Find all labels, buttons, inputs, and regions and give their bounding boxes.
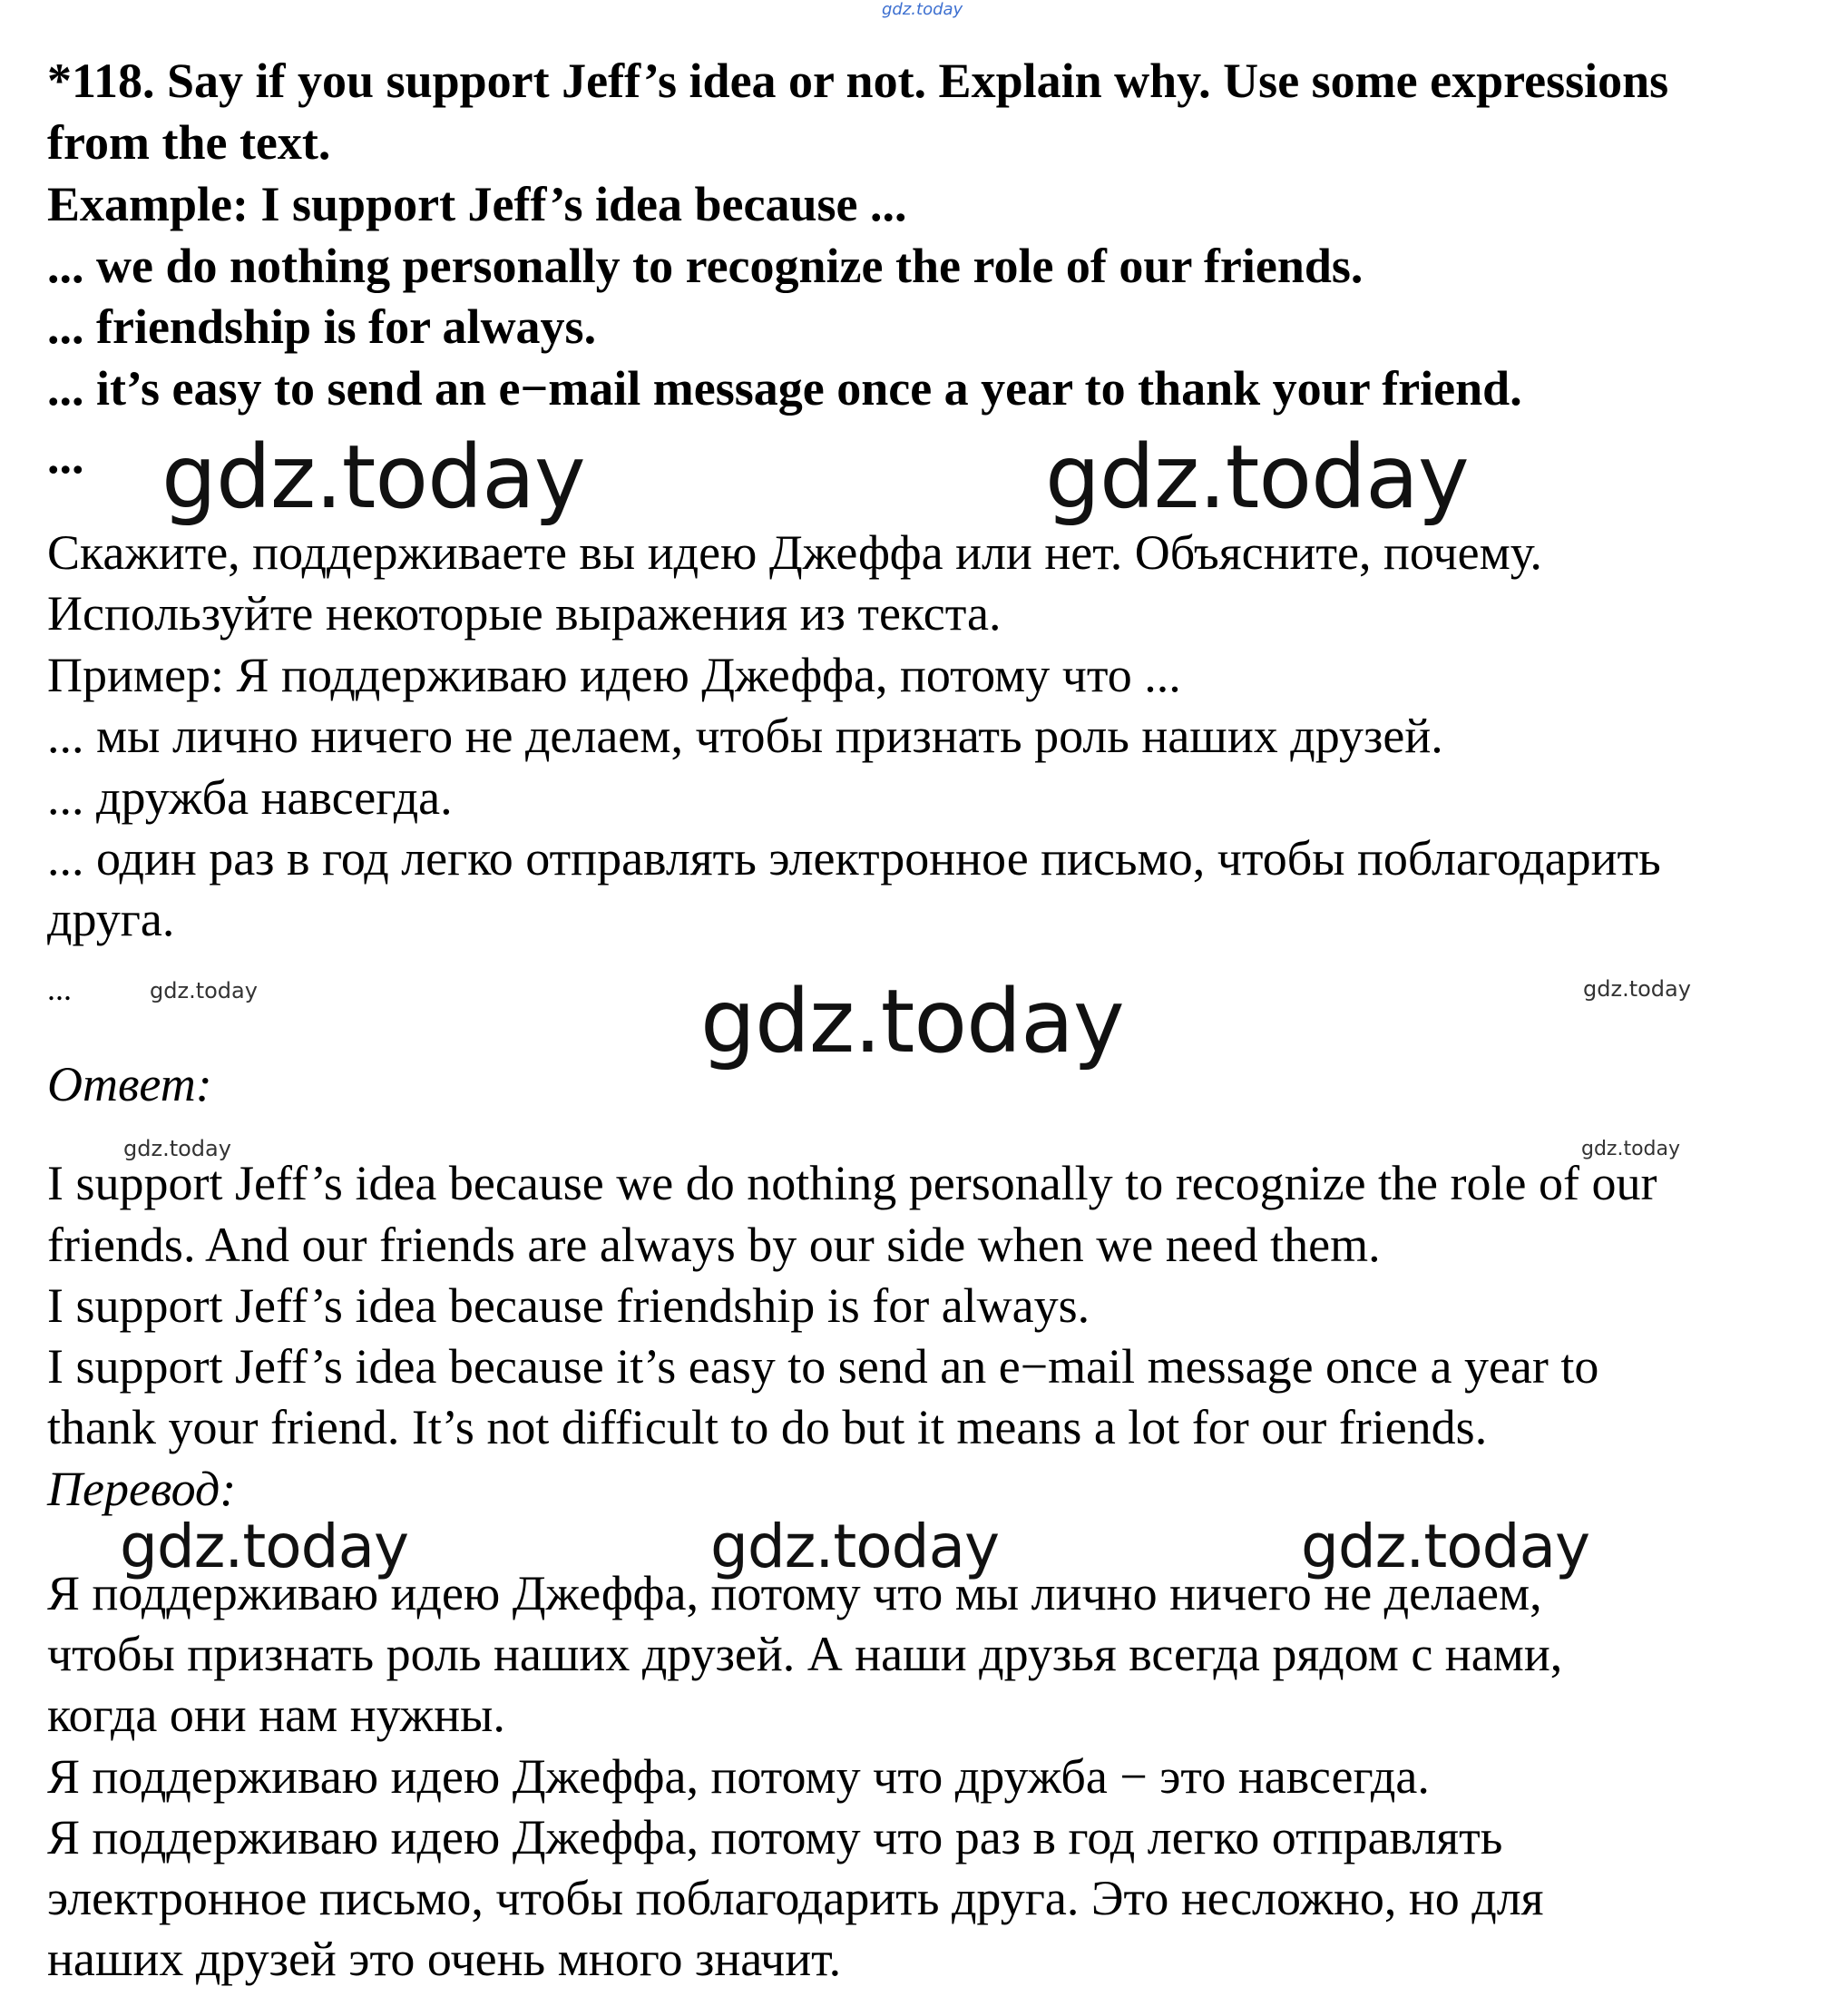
translation-task-line-4: ... мы лично ничего не делаем, чтобы признать роль наших друзей.	[47, 709, 1443, 763]
translation-task-line-6: ... один раз в год легко отправлять электронное письмо, чтобы поблагодарить	[47, 831, 1661, 886]
task-line-7: ...	[47, 429, 84, 484]
watermark-large-3: gdz.today	[700, 971, 1124, 1072]
watermark-top: gdz.today	[882, 0, 963, 19]
watermark-small-3: gdz.today	[123, 1136, 231, 1161]
translation-line-1: Я поддерживаю идею Джеффа, потому что мы лично ничего не делаем,	[47, 1566, 1542, 1620]
translation-task-line-7: друга.	[47, 892, 175, 946]
watermark-medium-2: gdz.today	[710, 1512, 1000, 1581]
translation-line-6: электронное письмо, чтобы поблагодарить друга. Это несложно, но для	[47, 1871, 1544, 1925]
task-line-2: from the text.	[47, 115, 331, 170]
watermark-small-1: gdz.today	[150, 978, 258, 1003]
translation-task-line-8: ...	[47, 971, 72, 1007]
translation-heading: Перевод:	[47, 1462, 237, 1516]
answer-line-2: friends. And our friends are always by our side when we need them.	[47, 1218, 1381, 1272]
task-line-4: ... we do nothing personally to recognize the role of our friends.	[47, 239, 1364, 293]
task-line-6: ... it’s easy to send an e−mail message once a year to thank your friend.	[47, 361, 1522, 416]
answer-line-4: I support Jeff’s idea because it’s easy to send an e−mail message once a year to	[47, 1339, 1599, 1394]
translation-task-line-5: ... дружба навсегда.	[47, 770, 453, 825]
translation-line-2: чтобы признать роль наших друзей. А наши друзья всегда рядом с нами,	[47, 1627, 1563, 1681]
task-line-1: *118. Say if you support Jeff’s idea or not. Explain why. Use some expressions	[47, 54, 1669, 108]
watermark-large-1: gdz.today	[161, 426, 585, 528]
answer-line-5: thank your friend. It’s not difficult to do but it means a lot for our friends.	[47, 1400, 1488, 1454]
task-line-3: Example: I support Jeff’s idea because ...	[47, 177, 907, 231]
translation-task-line-1: Скажите, поддерживаете вы идею Джеффа или нет. Объясните, почему.	[47, 525, 1542, 580]
watermark-medium-1: gdz.today	[120, 1512, 409, 1581]
translation-line-5: Я поддерживаю идею Джеффа, потому что раз в год легко отправлять	[47, 1810, 1503, 1864]
answer-line-1: I support Jeff’s idea because we do nothing personally to recognize the role of our	[47, 1156, 1657, 1210]
watermark-large-2: gdz.today	[1045, 426, 1469, 528]
translation-task-line-3: Пример: Я поддерживаю идею Джеффа, потому что ...	[47, 648, 1181, 702]
watermark-small-4: gdz.today	[1581, 1138, 1681, 1160]
answer-line-3: I support Jeff’s idea because friendship is for always.	[47, 1278, 1090, 1333]
watermark-medium-3: gdz.today	[1301, 1512, 1590, 1581]
translation-line-4: Я поддерживаю идею Джеффа, потому что дружба − это навсегда.	[47, 1749, 1430, 1804]
task-line-5: ... friendship is for always.	[47, 299, 597, 354]
translation-task-line-2: Используйте некоторые выражения из текста.	[47, 586, 1002, 641]
translation-line-7: наших друзей это очень много значит.	[47, 1932, 842, 1986]
translation-line-3: когда они нам нужны.	[47, 1688, 505, 1742]
answer-heading: Ответ:	[47, 1057, 212, 1111]
watermark-small-2: gdz.today	[1583, 976, 1691, 1002]
